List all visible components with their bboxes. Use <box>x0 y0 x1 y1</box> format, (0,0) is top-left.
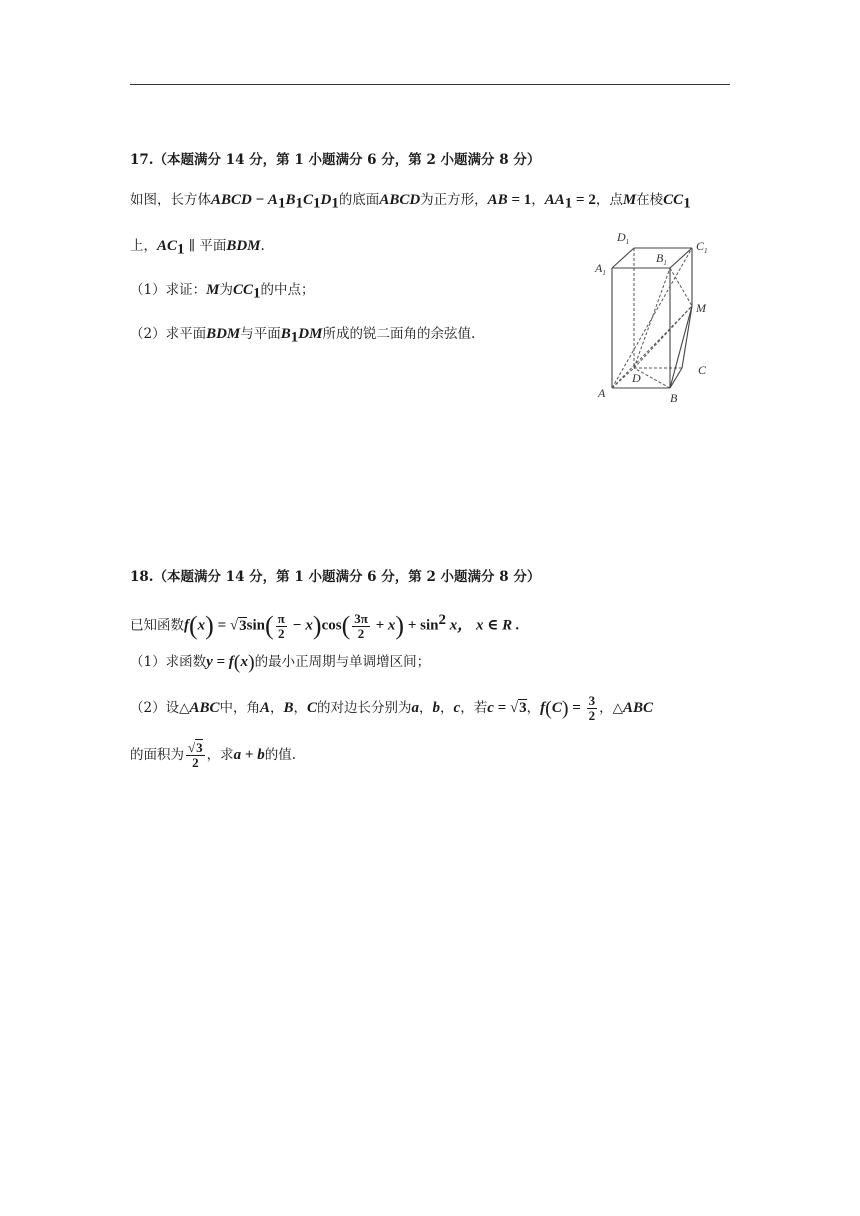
prism-figure <box>586 228 716 406</box>
q17-part1: （1）求证：M为$CC_1$的中点； <box>130 282 315 302</box>
header-rule <box>130 84 730 85</box>
edge-bm <box>670 306 692 388</box>
q17-statement-line1: 如图，长方体ABCD − $A_1B_1C_1D_1$的底面ABCD为正方形，AB = 1，$AA_1 = 2$，点M在棱$CC_1$ <box>130 192 691 212</box>
q17-statement-line2: 上，$AC_1$ ∥ 平面BDM. <box>130 238 265 258</box>
prism-hidden-edges <box>612 248 692 388</box>
frac-3-over-2: $\frac{3}{2}$ <box>588 693 596 723</box>
label-c1: $C_1$ <box>696 239 708 255</box>
label-d: D <box>632 371 641 385</box>
label-b1: $B_1$ <box>656 251 667 267</box>
q18-function-definition: 已知函数f(x) = √3sin( $\frac{\pi}{2}$ − x)cos( $\frac{3\pi}{2}$ + $x) + \sin^2 x$， x ∈ R . <box>130 610 520 641</box>
q18-part2-line2: 的面积为 $\frac{√3}{2}$ ，求a + b的值. <box>130 740 296 770</box>
label-m: M <box>696 301 706 315</box>
q18-header: 18.（本题满分 14 分，第 1 小题满分 6 分，第 2 小题满分 8 分） <box>130 569 541 585</box>
q18-part1: （1）求函数y = f(x)的最小正周期与单调增区间； <box>130 651 431 674</box>
frac-3pi-over-2: $\frac{3\pi}{2}$ <box>354 610 368 641</box>
label-b: B <box>670 391 678 405</box>
frac-sqrt3-over-2: $\frac{√3}{2}$ <box>188 740 203 770</box>
label-a: A <box>598 386 606 400</box>
frac-pi-over-2: $\frac{\pi}{2}$ <box>277 610 285 641</box>
q17-part2: （2）求平面BDM与平面$B_1DM$所成的锐二面角的余弦值. <box>130 326 476 346</box>
label-d1: $D_1$ <box>617 230 630 246</box>
label-c: C <box>698 363 707 377</box>
q17-header: 17.（本题满分 14 分，第 1 小题满分 6 分，第 2 小题满分 8 分） <box>130 152 541 168</box>
q18-part2-line1: （2）设△ABC中，角A，B，C的对边长分别为a，b，c，若c = √3，f(C) = $\frac{3}{2}$ ，△ABC <box>130 693 653 723</box>
label-a1: $A_1$ <box>595 261 606 277</box>
